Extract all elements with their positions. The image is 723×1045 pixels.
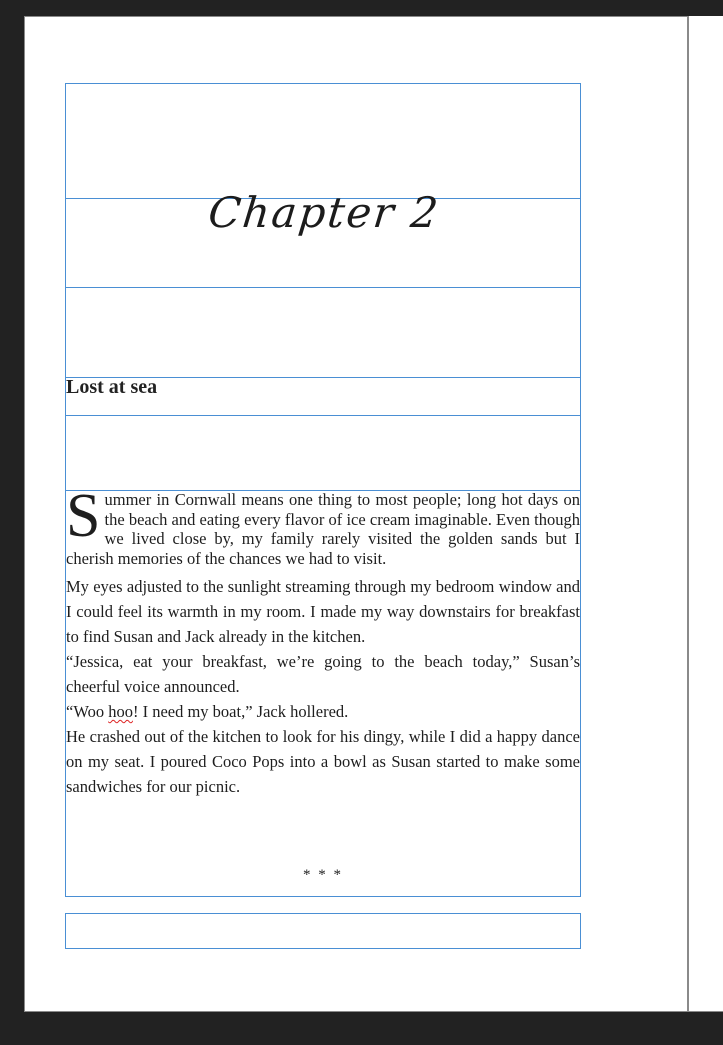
- scene-separator: * * *: [303, 867, 343, 883]
- chapter-body[interactable]: [66, 482, 580, 799]
- paragraph[interactable]: [66, 699, 580, 724]
- paragraph[interactable]: My eyes adjusted to the sunlight streaming through my bedroom window and I could feel its warmth in my room. I made my way downstairs for breakfast to find Susan and Jack already in the kitchen.: [66, 577, 580, 646]
- next-page-edge: [688, 16, 723, 1012]
- drop-cap: S: [66, 482, 101, 550]
- chapter-subtitle[interactable]: Lost at sea: [66, 376, 158, 398]
- paragraph-text: ummer in Cornwall means one thing to most people; long hot days on the beach and eating every flavor of ice cream imaginable. Even though we lived close by, my family rarely visited the golden sands but I cherish memories of the chances we had to visit.: [66, 490, 580, 568]
- text-frame-footer[interactable]: [65, 913, 581, 949]
- paragraph-text: ! I need my boat,” Jack hollered.: [132, 702, 349, 721]
- frame-divider: [65, 287, 581, 288]
- paragraph[interactable]: “Jessica, eat your breakfast, we’re going to the beach today,” Susan’s cheerful voice announced.: [66, 652, 580, 696]
- frame-divider: [65, 415, 581, 416]
- paragraph-text: “Woo: [66, 702, 109, 721]
- paragraph[interactable]: He crashed out of the kitchen to look for his dingy, while I did a happy dance on my seat. I poured Coco Pops into a bowl as Susan started to make some sandwiches for our picnic.: [66, 727, 580, 796]
- spelling-error-word[interactable]: hoo: [108, 702, 133, 721]
- paragraph[interactable]: [66, 482, 580, 568]
- chapter-title[interactable]: Chapter 2: [206, 188, 443, 237]
